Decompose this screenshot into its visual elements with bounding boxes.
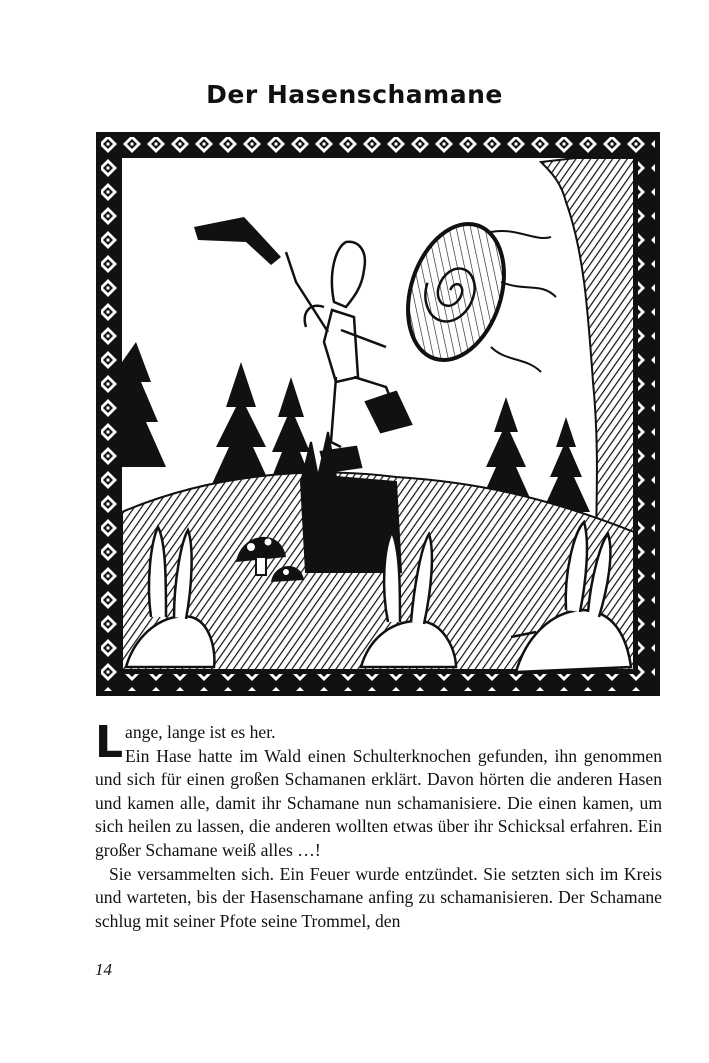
story-text — [95, 717, 662, 933]
illustration — [96, 132, 660, 696]
drop-cap: L — [95, 717, 124, 768]
page-number: 14 — [95, 960, 112, 979]
first-line: ange, lange ist es her. — [125, 722, 276, 742]
paragraph-2: Sie versammelten sich. Ein Feuer wurde entzündet. Sie setzten sich im Kreis und warteten, bis der Hasenschamane anfing zu schamanisieren. Der Schamane schlug mit seiner Pfote seine Trommel, den — [95, 863, 662, 931]
paragraph-1: Ein Hase hatte im Wald einen Schulterknochen gefunden, ihn genommen und sich für einen großen Schamanen erklärt. Davon hörten die anderen Hasen und kamen alle, damit ihr Schamane nun schamanisiere. Die einen kamen, um sich heilen zu lassen, die anderen wollten etwas über ihr Schicksal erfahren. Ein großer Schamane weiß alles …! — [95, 745, 662, 860]
first-paragraph — [95, 717, 662, 863]
page-title: Der Hasenschamane — [206, 80, 503, 109]
